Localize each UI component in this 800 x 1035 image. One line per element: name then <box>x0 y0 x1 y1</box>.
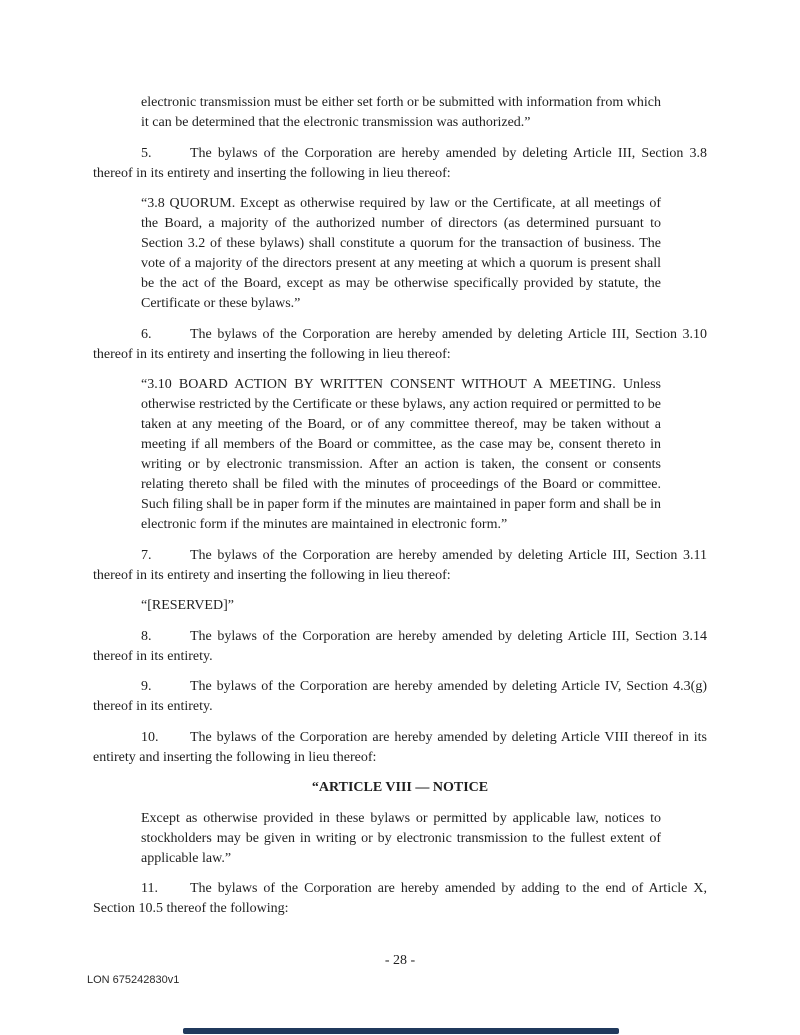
paragraph-text: The bylaws of the Corporation are hereby amended by deleting Article III, Section 3.8 thereof in its entirety and inserting the following in lieu thereof: <box>93 145 707 181</box>
numbered-paragraph-11 <box>93 879 707 919</box>
quoted-section-3-10: “3.10 BOARD ACTION BY WRITTEN CONSENT WITHOUT A MEETING. Unless otherwise restricted by the Certificate or these bylaws, any action required or permitted to be taken at any meeting of the Board, or of any committee thereof, may be taken without a meeting if all members of the Board or committee, as the case may be, consent thereto in writing or by electronic transmission. After an action is taken, the consent or consents relating thereto shall be filed with the minutes of proceedings of the Board or committee. Such filing shall be in paper form if the minutes are maintained in paper form and shall be in electronic form if the minutes are maintained in electronic form.” <box>141 377 661 532</box>
document-id-stamp: LON 675242830v1 <box>87 974 180 986</box>
paragraph-number: 7. <box>141 547 152 563</box>
numbered-paragraph-9 <box>93 677 707 717</box>
quoted-text-continuation: electronic transmission must be either set forth or be submitted with information from which it can be determined that the electronic transmission was authorized.” <box>141 95 661 130</box>
paragraph-text: The bylaws of the Corporation are hereby amended by deleting Article IV, Section 4.3(g) thereof in its entirety. <box>93 679 707 714</box>
paragraph-number: 11. <box>141 881 158 896</box>
quoted-section-3-8: “3.8 QUORUM. Except as otherwise required by law or the Certificate, at all meetings of the Board, a majority of the authorized number of directors (as determined pursuant to Section 3.2 of these bylaws) shall constitute a quorum for the transaction of business. The vote of a majority of the directors present at any meeting at which a quorum is present shall be the act of the Board, except as may be otherwise specifically provided by statute, the Certificate or these bylaws.” <box>141 196 661 311</box>
paragraph-number: 6. <box>141 326 152 342</box>
paragraph-text: The bylaws of the Corporation are hereby amended by deleting Article III, Section 3.11 thereof in its entirety and inserting the following in lieu thereof: <box>93 547 707 583</box>
paragraph-text: The bylaws of the Corporation are hereby amended by adding to the end of Article X, Section 10.5 thereof the following: <box>93 881 707 916</box>
paragraph-number: 5. <box>141 145 152 161</box>
article-viii-heading: “ARTICLE VIII — NOTICE <box>311 780 489 795</box>
paragraph-number: 8. <box>141 628 152 644</box>
numbered-paragraph-8 <box>93 627 707 667</box>
bottom-edge-bar <box>183 1028 619 1034</box>
paragraph-number: 9. <box>141 679 152 694</box>
paragraph-number: 10. <box>141 729 159 745</box>
numbered-paragraph-10 <box>93 728 707 768</box>
quoted-reserved: “[RESERVED]” <box>141 598 234 613</box>
numbered-paragraph-6 <box>93 325 707 365</box>
paragraph-text: The bylaws of the Corporation are hereby amended by deleting Article III, Section 3.10 thereof in its entirety and inserting the following in lieu thereof: <box>93 326 707 362</box>
page-number: - 28 - <box>384 953 416 968</box>
quoted-article-viii-text: Except as otherwise provided in these bylaws or permitted by applicable law, notices to stockholders may be given in writing or by electronic transmission to the fullest extent of applicable law.” <box>141 810 661 866</box>
paragraph-text: The bylaws of the Corporation are hereby amended by deleting Article III, Section 3.14 thereof in its entirety. <box>93 628 707 664</box>
document-body <box>93 93 707 930</box>
numbered-paragraph-5 <box>93 144 707 184</box>
paragraph-text: The bylaws of the Corporation are hereby amended by deleting Article VIII thereof in its entirety and inserting the following in lieu thereof: <box>93 729 707 765</box>
numbered-paragraph-7 <box>93 546 707 586</box>
